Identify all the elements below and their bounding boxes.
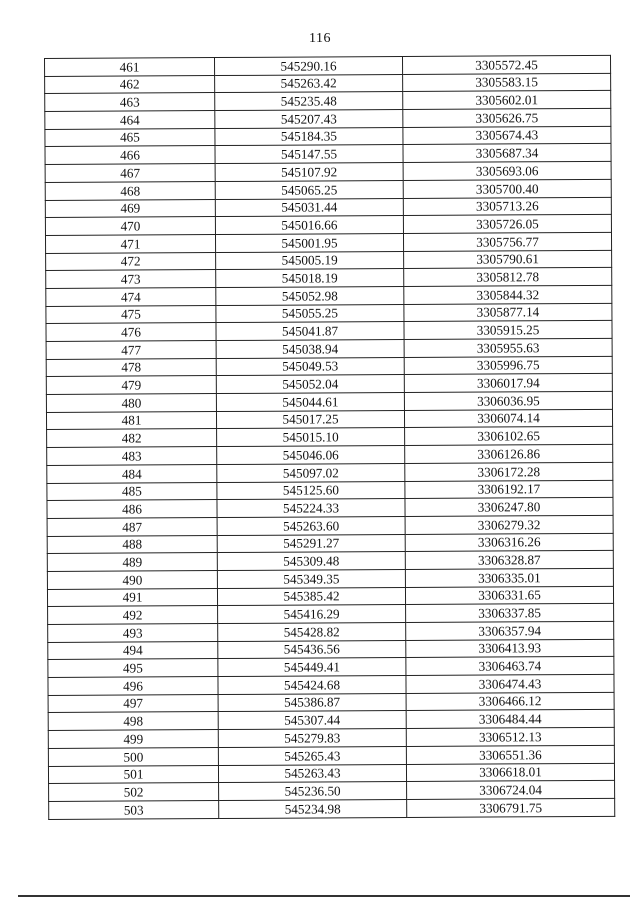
- point-number-cell: 493: [48, 624, 218, 643]
- y-coordinate-cell: 3305955.63: [404, 338, 612, 357]
- x-coordinate-cell: 545097.02: [217, 463, 405, 482]
- point-number-cell: 488: [47, 535, 217, 554]
- x-coordinate-cell: 545017.25: [216, 410, 404, 429]
- point-number-cell: 500: [48, 747, 218, 766]
- point-number-cell: 463: [45, 93, 215, 112]
- x-coordinate-cell: 545001.95: [215, 233, 403, 252]
- y-coordinate-cell: 3305812.78: [404, 268, 612, 287]
- point-number-cell: 486: [47, 500, 217, 519]
- x-coordinate-cell: 545018.19: [216, 269, 404, 288]
- point-number-cell: 473: [46, 270, 216, 289]
- point-number-cell: 478: [46, 358, 216, 377]
- y-coordinate-cell: 3306791.75: [407, 798, 615, 817]
- y-coordinate-cell: 3306279.32: [405, 515, 613, 534]
- point-number-cell: 471: [45, 234, 215, 253]
- x-coordinate-cell: 545236.50: [219, 782, 407, 801]
- point-number-cell: 485: [47, 482, 217, 501]
- y-coordinate-cell: 3306357.94: [406, 621, 614, 640]
- y-coordinate-cell: 3306413.93: [406, 639, 614, 658]
- point-number-cell: 464: [45, 111, 215, 130]
- x-coordinate-cell: 545309.48: [217, 552, 405, 571]
- point-number-cell: 469: [45, 199, 215, 218]
- y-coordinate-cell: 3306316.26: [405, 533, 613, 552]
- x-coordinate-cell: 545125.60: [217, 481, 405, 500]
- point-number-cell: 502: [49, 783, 219, 802]
- y-coordinate-cell: 3306036.95: [404, 391, 612, 410]
- x-coordinate-cell: 545147.55: [215, 145, 403, 164]
- y-coordinate-cell: 3305877.14: [404, 303, 612, 322]
- x-coordinate-cell: 545449.41: [218, 658, 406, 677]
- point-number-cell: 501: [48, 765, 218, 784]
- point-number-cell: 481: [46, 411, 216, 430]
- x-coordinate-cell: 545046.06: [217, 446, 405, 465]
- x-coordinate-cell: 545005.19: [216, 251, 404, 270]
- x-coordinate-cell: 545052.98: [216, 286, 404, 305]
- x-coordinate-cell: 545428.82: [218, 622, 406, 641]
- y-coordinate-cell: 3305693.06: [403, 161, 611, 180]
- point-number-cell: 465: [45, 128, 215, 147]
- y-coordinate-cell: 3306512.13: [406, 727, 614, 746]
- y-coordinate-cell: 3305687.34: [403, 144, 611, 163]
- x-coordinate-cell: 545263.43: [218, 764, 406, 783]
- y-coordinate-cell: 3305700.40: [403, 179, 611, 198]
- point-number-cell: 494: [48, 641, 218, 660]
- x-coordinate-cell: 545052.04: [216, 375, 404, 394]
- y-coordinate-cell: 3306463.74: [406, 657, 614, 676]
- y-coordinate-cell: 3305602.01: [403, 91, 611, 110]
- point-number-cell: 480: [46, 394, 216, 413]
- point-number-cell: 479: [46, 376, 216, 395]
- footer-rule: [18, 895, 630, 897]
- x-coordinate-cell: 545016.66: [215, 216, 403, 235]
- point-number-cell: 492: [48, 606, 218, 625]
- point-number-cell: 498: [48, 712, 218, 731]
- point-number-cell: 491: [47, 588, 217, 607]
- point-number-cell: 466: [45, 146, 215, 165]
- x-coordinate-cell: 545207.43: [215, 110, 403, 129]
- y-coordinate-cell: 3306551.36: [406, 745, 614, 764]
- y-coordinate-cell: 3305790.61: [404, 250, 612, 269]
- page-number: 116: [309, 31, 331, 46]
- y-coordinate-cell: 3305915.25: [404, 321, 612, 340]
- x-coordinate-cell: 545386.87: [218, 693, 406, 712]
- y-coordinate-cell: 3306017.94: [404, 374, 612, 393]
- y-coordinate-cell: 3306331.65: [405, 586, 613, 605]
- point-number-cell: 499: [48, 730, 218, 749]
- point-number-cell: 476: [46, 323, 216, 342]
- x-coordinate-cell: 545107.92: [215, 163, 403, 182]
- y-coordinate-cell: 3305583.15: [403, 73, 611, 92]
- x-coordinate-cell: 545416.29: [218, 605, 406, 624]
- point-number-cell: 490: [47, 570, 217, 589]
- x-coordinate-cell: 545290.16: [215, 56, 403, 75]
- point-number-cell: 468: [45, 181, 215, 200]
- y-coordinate-cell: 3306474.43: [406, 674, 614, 693]
- x-coordinate-cell: 545265.43: [218, 746, 406, 765]
- x-coordinate-cell: 545424.68: [218, 676, 406, 695]
- x-coordinate-cell: 545263.42: [215, 74, 403, 93]
- point-number-cell: 495: [48, 659, 218, 678]
- table-row: [49, 798, 615, 819]
- y-coordinate-cell: 3306328.87: [405, 551, 613, 570]
- x-coordinate-cell: 545436.56: [218, 640, 406, 659]
- x-coordinate-cell: 545234.98: [219, 799, 407, 818]
- y-coordinate-cell: 3306126.86: [405, 444, 613, 463]
- y-coordinate-cell: 3306192.17: [405, 480, 613, 499]
- x-coordinate-cell: 545015.10: [217, 428, 405, 447]
- x-coordinate-cell: 545307.44: [218, 711, 406, 730]
- point-number-cell: 503: [49, 800, 219, 819]
- x-coordinate-cell: 545044.61: [216, 393, 404, 412]
- x-coordinate-cell: 545263.60: [217, 516, 405, 535]
- point-number-cell: 470: [45, 217, 215, 236]
- y-coordinate-cell: 3306102.65: [405, 427, 613, 446]
- y-coordinate-cell: 3305674.43: [403, 126, 611, 145]
- point-number-cell: 483: [47, 447, 217, 466]
- point-number-cell: 474: [46, 287, 216, 306]
- point-number-cell: 489: [47, 553, 217, 572]
- point-number-cell: 462: [45, 75, 215, 94]
- point-number-cell: 496: [48, 677, 218, 696]
- x-coordinate-cell: 545041.87: [216, 322, 404, 341]
- y-coordinate-cell: 3305726.05: [403, 215, 611, 234]
- point-number-cell: 467: [45, 164, 215, 183]
- x-coordinate-cell: 545235.48: [215, 92, 403, 111]
- point-number-cell: 477: [46, 341, 216, 360]
- y-coordinate-cell: 3305713.26: [403, 197, 611, 216]
- coordinate-table: [44, 55, 615, 820]
- x-coordinate-cell: 545031.44: [215, 198, 403, 217]
- y-coordinate-cell: 3305626.75: [403, 108, 611, 127]
- x-coordinate-cell: 545291.27: [217, 534, 405, 553]
- y-coordinate-cell: 3306074.14: [404, 409, 612, 428]
- point-number-cell: 484: [47, 464, 217, 483]
- y-coordinate-cell: 3306618.01: [406, 763, 614, 782]
- x-coordinate-cell: 545224.33: [217, 499, 405, 518]
- point-number-cell: 461: [45, 58, 215, 77]
- y-coordinate-cell: 3305996.75: [404, 356, 612, 375]
- point-number-cell: 475: [46, 305, 216, 324]
- x-coordinate-cell: 545279.83: [218, 729, 406, 748]
- x-coordinate-cell: 545385.42: [217, 587, 405, 606]
- y-coordinate-cell: 3305844.32: [404, 285, 612, 304]
- x-coordinate-cell: 545184.35: [215, 127, 403, 146]
- point-number-cell: 472: [46, 252, 216, 271]
- y-coordinate-cell: 3305756.77: [403, 232, 611, 251]
- y-coordinate-cell: 3306335.01: [405, 568, 613, 587]
- point-number-cell: 497: [48, 694, 218, 713]
- y-coordinate-cell: 3306172.28: [405, 462, 613, 481]
- x-coordinate-cell: 545349.35: [217, 569, 405, 588]
- y-coordinate-cell: 3306484.44: [406, 710, 614, 729]
- coordinate-table-wrapper: [44, 55, 614, 820]
- y-coordinate-cell: 3306724.04: [407, 781, 615, 800]
- point-number-cell: 487: [47, 517, 217, 536]
- point-number-cell: 482: [47, 429, 217, 448]
- x-coordinate-cell: 545055.25: [216, 304, 404, 323]
- x-coordinate-cell: 545065.25: [215, 180, 403, 199]
- coordinate-table-body: [45, 55, 615, 819]
- y-coordinate-cell: 3306337.85: [406, 604, 614, 623]
- y-coordinate-cell: 3306247.80: [405, 498, 613, 517]
- y-coordinate-cell: 3306466.12: [406, 692, 614, 711]
- x-coordinate-cell: 545038.94: [216, 339, 404, 358]
- y-coordinate-cell: 3305572.45: [402, 55, 610, 74]
- x-coordinate-cell: 545049.53: [216, 357, 404, 376]
